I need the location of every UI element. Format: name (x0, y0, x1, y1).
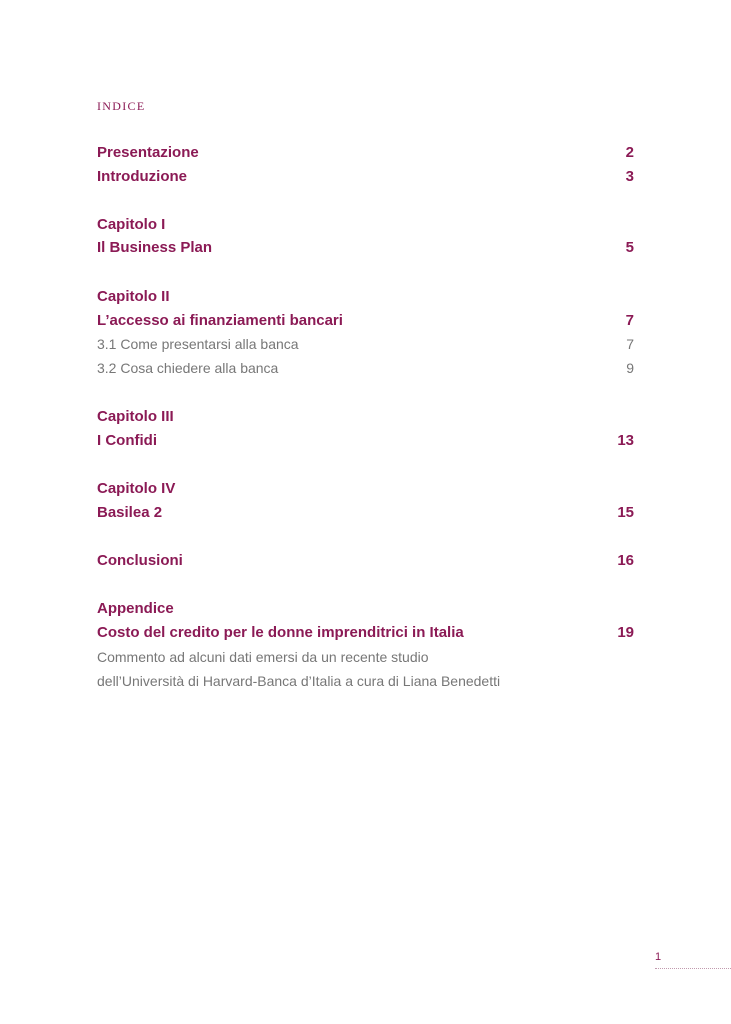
toc-entry-label: 3.2 Cosa chiedere alla banca (97, 360, 279, 376)
page-number-dotted-rule (655, 968, 731, 969)
toc-entry-page: 3 (625, 168, 634, 185)
toc-entry-costo-credito[interactable] (97, 624, 634, 646)
toc-entry-label: Basilea 2 (97, 504, 163, 521)
toc-entry-label: 3.1 Come presentarsi alla banca (97, 336, 299, 352)
toc-chapter-2 (97, 288, 634, 310)
page-number: 1 (655, 951, 662, 963)
toc-entry-introduzione[interactable] (97, 168, 634, 190)
toc-heading: INDICE (97, 99, 146, 113)
toc-entry-page: 16 (617, 552, 634, 569)
toc-appendix-description-line-2 (97, 673, 634, 695)
toc-entry-label: Costo del credito per le donne imprenditrici in Italia (97, 624, 464, 641)
toc-entry-label: Il Business Plan (97, 239, 213, 256)
toc-entry-basilea[interactable] (97, 504, 634, 526)
toc-chapter-3 (97, 408, 634, 430)
toc-chapter-4 (97, 480, 634, 502)
toc-entry-page: 13 (617, 432, 634, 449)
toc-entry-business-plan[interactable] (97, 239, 634, 261)
toc-entry-page: 7 (626, 336, 634, 352)
toc-chapter-label: Capitolo I (97, 216, 166, 233)
toc-entry-accesso[interactable] (97, 312, 634, 334)
toc-entry-page: 15 (617, 504, 634, 521)
toc-chapter-label: Capitolo IV (97, 480, 176, 497)
toc-chapter-label: Appendice (97, 600, 174, 617)
toc-entry-label: Conclusioni (97, 552, 183, 569)
toc-entry-page: 5 (625, 239, 634, 256)
toc-appendix-heading (97, 600, 634, 622)
toc-subentry-3-1[interactable] (97, 336, 634, 358)
toc-entry-page: 19 (617, 624, 634, 641)
toc-entry-presentazione[interactable] (97, 144, 634, 166)
toc-entry-page: 2 (625, 144, 634, 161)
toc-description-text: dell’Università di Harvard-Banca d’Italia a cura di Liana Benedetti (97, 673, 501, 689)
toc-chapter-label: Capitolo III (97, 408, 174, 425)
toc-entry-label: I Confidi (97, 432, 157, 449)
toc-appendix-description-line-1 (97, 649, 634, 671)
toc-subentry-3-2[interactable] (97, 360, 634, 382)
toc-entry-page: 7 (625, 312, 634, 329)
toc-entry-confidi[interactable] (97, 432, 634, 454)
toc-chapter-1 (97, 216, 634, 238)
toc-entry-page: 9 (626, 360, 634, 376)
toc-entry-label: Introduzione (97, 168, 187, 185)
toc-entry-label: L’accesso ai finanziamenti bancari (97, 312, 343, 329)
toc-description-text: Commento ad alcuni dati emersi da un recente studio (97, 649, 429, 665)
toc-entry-label: Presentazione (97, 144, 199, 161)
toc-chapter-label: Capitolo II (97, 288, 170, 305)
toc-entry-conclusioni[interactable] (97, 552, 634, 574)
